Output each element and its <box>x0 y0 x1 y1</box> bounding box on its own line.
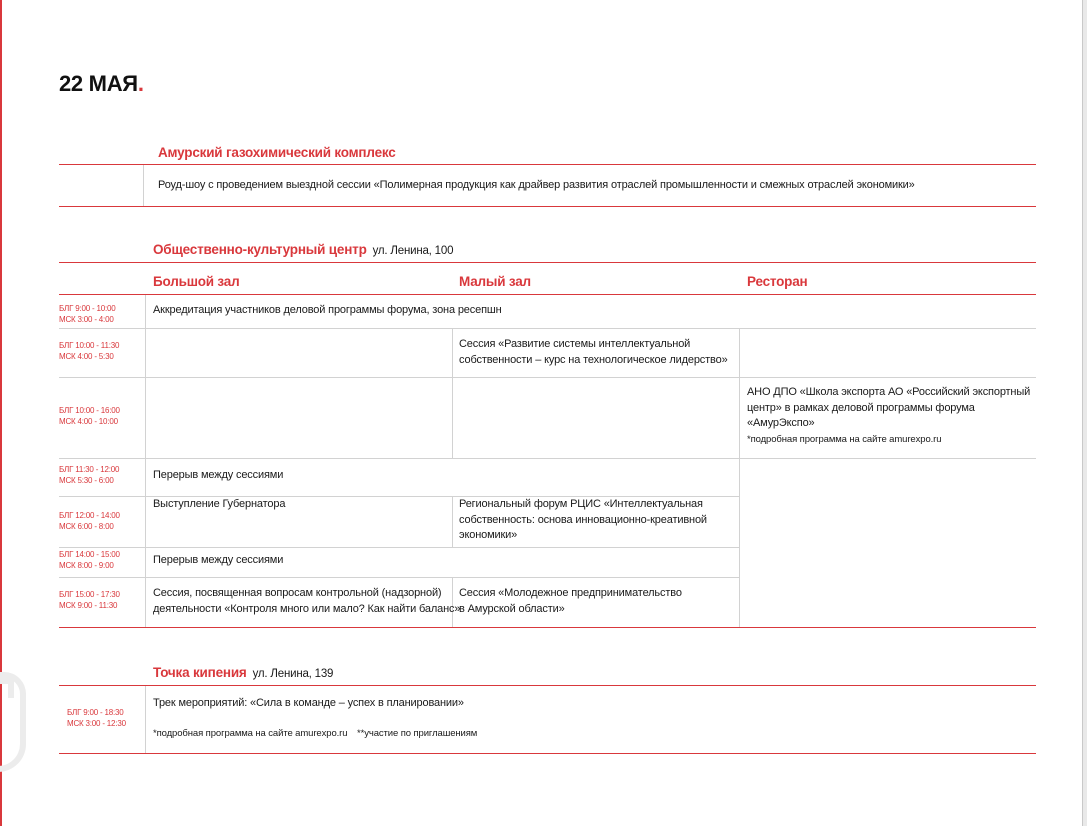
row-1-text: Аккредитация участников деловой программы форума, зона ресепшн <box>153 304 502 316</box>
venue-2-address: ул. Ленина, 100 <box>372 245 454 257</box>
grid-col-small-b <box>452 496 453 547</box>
row-7-small-line-1: Сессия «Молодежное предпринимательство <box>459 587 682 599</box>
row-1-time <box>59 303 116 325</box>
venue-3-name: Точка кипения <box>153 665 247 680</box>
venue-1-event: Роуд-шоу с проведением выездной сессии «Полимерная продукция как драйвер развития отраслей промышленности и смежных отраслей экономики» <box>158 179 915 191</box>
hall-small: Малый зал <box>459 274 531 289</box>
row-1-blg: БЛГ 9:00 - 10:00 <box>59 304 116 313</box>
venue-3-top-line <box>59 685 1036 686</box>
row-7-blg: БЛГ 15:00 - 17:30 <box>59 590 120 599</box>
venue-3-bottom-line <box>59 753 1036 754</box>
venue-2-title <box>153 242 453 257</box>
venue-1-bottom-line <box>59 206 1036 207</box>
row-7-msk: МСК 9:00 - 11:30 <box>59 601 118 610</box>
row-3-restaurant-note: *подробная программа на сайте amurexpo.ru <box>747 434 942 445</box>
grid-row-1 <box>59 328 1036 329</box>
row-5-blg: БЛГ 12:00 - 14:00 <box>59 511 120 520</box>
row-3-blg: БЛГ 10:00 - 16:00 <box>59 406 120 415</box>
row-7-small-line-2: в Амурской области» <box>459 602 565 615</box>
row-5-small-line-2: собственность: основа инновационно-креативной <box>459 513 707 526</box>
row-1-msk: МСК 3:00 - 4:00 <box>59 315 114 324</box>
venue-1-top-line <box>59 164 1036 165</box>
venue-3-address: ул. Ленина, 139 <box>252 668 334 680</box>
row-3-rest-line-1: АНО ДПО «Школа экспорта АО «Российский экспортный <box>747 386 1031 398</box>
venue-3-title <box>153 665 333 680</box>
row-5-big-hall: Выступление Губернатора <box>153 498 286 510</box>
row-4-blg: БЛГ 11:30 - 12:00 <box>59 465 120 474</box>
page-title <box>59 71 144 97</box>
row-7-big-line-2: деятельности «Контроля много или мало? Как найти баланс» <box>153 602 461 615</box>
right-border-line <box>1082 0 1083 826</box>
row-2-small-line-2: собственности – курс на технологическое лидерство» <box>459 353 728 366</box>
hall-big: Большой зал <box>153 274 240 289</box>
venue-3-note-2: **участие по приглашениям <box>357 728 478 739</box>
venue-3-note-1: *подробная программа на сайте amurexpo.ru <box>153 728 348 739</box>
row-4-msk: МСК 5:30 - 6:00 <box>59 476 114 485</box>
row-7-big-hall <box>153 586 460 617</box>
row-7-small-hall <box>459 586 682 617</box>
grid-row-5 <box>59 547 739 548</box>
row-7-time <box>59 589 120 611</box>
row-3-restaurant <box>747 385 1030 432</box>
venue-2-name: Общественно-культурный центр <box>153 242 367 257</box>
row-3-time <box>59 405 120 427</box>
row-3-rest-line-3: «АмурЭкспо» <box>747 417 815 429</box>
venue-1-col-divider <box>143 165 144 206</box>
grid-row-3 <box>59 458 1036 459</box>
row-3-rest-line-2: центр» в рамках деловой программы форума <box>747 401 975 414</box>
hall-restaurant: Ресторан <box>747 274 808 289</box>
row-5-small-hall <box>459 497 707 544</box>
row-5-time <box>59 510 120 532</box>
grid-row-2 <box>59 377 1036 378</box>
row-5-msk: МСК 6:00 - 8:00 <box>59 522 114 531</box>
row-6-time <box>59 549 120 571</box>
row-4-time <box>59 464 119 486</box>
row-3-msk: МСК 4:00 - 10:00 <box>59 417 118 426</box>
row-7-big-line-1: Сессия, посвященная вопросам контрольной (надзорной) <box>153 587 442 599</box>
date-dot: . <box>137 71 144 96</box>
row-6-blg: БЛГ 14:00 - 15:00 <box>59 550 120 559</box>
grid-col-restaurant <box>739 329 740 627</box>
venue-3-time <box>67 707 126 729</box>
grid-row-6 <box>59 577 739 578</box>
row-5-small-line-3: экономики» <box>459 529 518 541</box>
venue-2-bottom-line <box>59 627 1036 628</box>
venue-2-top-line <box>59 262 1036 263</box>
row-2-small-hall <box>459 337 728 368</box>
venue-3-event: Трек мероприятий: «Сила в команде – успех в планировании» <box>153 697 464 709</box>
venue-3-blg: БЛГ 9:00 - 18:30 <box>67 708 124 717</box>
venue-3-msk: МСК 3:00 - 12:30 <box>67 719 126 728</box>
row-2-blg: БЛГ 10:00 - 11:30 <box>59 341 120 350</box>
row-2-time <box>59 340 119 362</box>
row-5-small-line-1: Региональный форум РЦИС «Интеллектуальная <box>459 498 703 510</box>
row-2-msk: МСК 4:00 - 5:30 <box>59 352 114 361</box>
row-4-text: Перерыв между сессиями <box>153 469 284 481</box>
venue-3-col-divider <box>145 686 146 753</box>
row-2-small-line-1: Сессия «Развитие системы интеллектуальной <box>459 338 691 350</box>
date-text: 22 МАЯ <box>59 71 138 96</box>
row-6-msk: МСК 8:00 - 9:00 <box>59 561 114 570</box>
watermark-logo-top-icon <box>0 678 14 698</box>
grid-col-small-a <box>452 329 453 458</box>
right-border <box>1083 0 1087 826</box>
row-6-text: Перерыв между сессиями <box>153 554 284 566</box>
venue-1-title <box>158 145 396 160</box>
venue-1-name: Амурский газохимический комплекс <box>158 145 396 160</box>
venue-2-header-line <box>59 294 1036 295</box>
